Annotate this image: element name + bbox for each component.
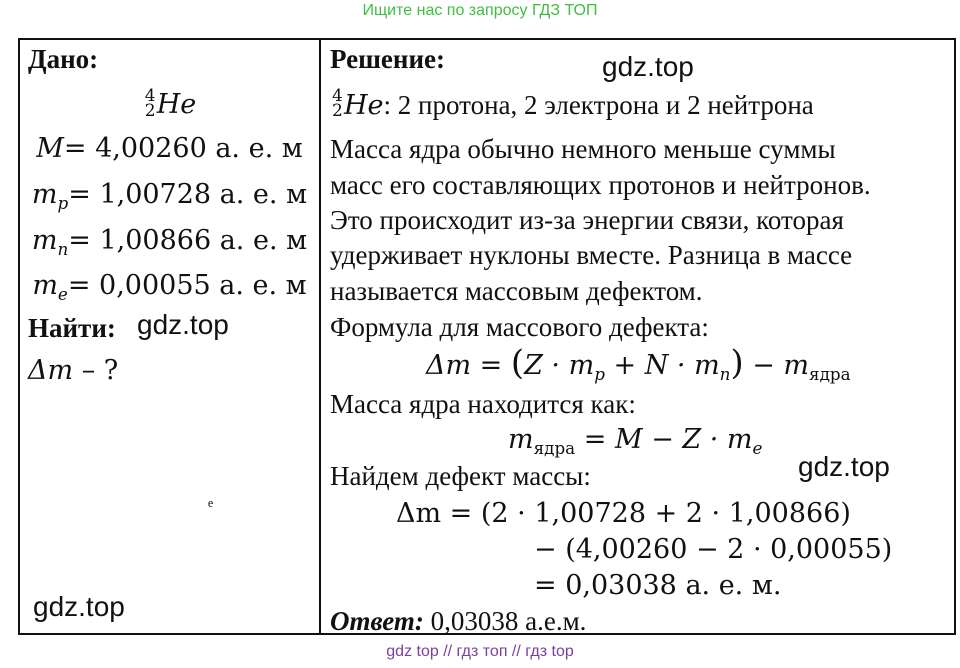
calc-line: Δm = (2 · 1,00728 + 2 · 1,00866) xyxy=(396,498,851,529)
watermark: gdz.top xyxy=(33,591,125,622)
bottom-banner: gdz top // гдз топ // гдз top xyxy=(386,643,574,660)
answer-value: 0,03038 а.е.м. xyxy=(423,606,587,636)
answer-line xyxy=(330,604,586,638)
composition-text: : 2 протона, 2 электрона и 2 нейтрона xyxy=(383,90,814,120)
calc-line: − (4,00260 − 2 · 0,00055) xyxy=(534,534,893,565)
watermark: gdz.top xyxy=(798,451,890,482)
value-symbol: m xyxy=(31,225,58,256)
value-text: = 0,00055 а. е. м xyxy=(67,270,307,301)
value-text: = 1,00728 а. е. м xyxy=(68,179,308,210)
given-value-proton xyxy=(20,178,319,212)
formula-sub-nucleus: ядра xyxy=(809,363,851,384)
value-subscript: p xyxy=(57,192,69,213)
composition-line xyxy=(330,88,814,123)
given-value-neutron xyxy=(20,224,319,258)
nucleus-intro: Масса ядра находится как: xyxy=(330,389,636,419)
top-banner: Ищите нас по запросу ГДЗ ТОП xyxy=(362,2,598,19)
find-heading: Найти: xyxy=(28,313,116,343)
isotope-indices xyxy=(143,88,157,122)
isotope-mass-number: 4 xyxy=(332,86,343,106)
value-text: = 1,00866 а. е. м xyxy=(68,225,308,256)
find-target xyxy=(28,354,118,388)
isotope-indices xyxy=(330,88,344,122)
formula-minus-term: − m xyxy=(743,350,810,381)
given-value-electron xyxy=(20,269,319,303)
watermark: gdz.top xyxy=(137,309,229,340)
formula-n-term: + N · m xyxy=(604,350,720,381)
isotope-mass-number: 4 xyxy=(144,86,156,106)
solution-heading: Решение: xyxy=(330,44,445,74)
value-symbol: M xyxy=(36,133,64,164)
paragraph-line: Масса ядра обычно немного меньше суммы xyxy=(330,134,836,164)
value-symbol: m xyxy=(32,270,58,301)
paragraph-line: называется массовым дефектом. xyxy=(330,276,703,306)
formula-intro: Формула для массового дефекта: xyxy=(330,312,709,342)
isotope-atomic-number: 2 xyxy=(144,101,156,121)
formula-open-paren: ( xyxy=(510,343,525,382)
answer-label: Ответ: xyxy=(330,606,424,636)
nucleus-m: m xyxy=(508,424,534,455)
watermark: gdz.top xyxy=(602,51,694,82)
isotope-symbol: He xyxy=(156,89,197,120)
isotope-atomic-number: 2 xyxy=(332,101,343,121)
calc-intro: Найдем дефект массы: xyxy=(330,461,591,491)
given-heading: Дано: xyxy=(28,44,99,74)
formula-sub-n: n xyxy=(719,363,731,384)
value-subscript: n xyxy=(57,238,69,259)
formula-close-paren: ) xyxy=(730,343,744,382)
value-text: = 4,00260 а. е. м xyxy=(63,133,303,164)
given-value-mass xyxy=(20,132,319,166)
value-symbol: m xyxy=(31,179,58,210)
nucleus-formula xyxy=(508,423,762,457)
paragraph-line: удерживает нуклоны вместе. Разница в массе xyxy=(330,240,853,270)
given-isotope xyxy=(20,88,319,122)
nucleus-sub-e: e xyxy=(752,437,763,458)
value-subscript: e xyxy=(57,283,68,304)
paragraph-line: Это происходит из-за энергии связи, которая xyxy=(330,205,844,235)
stray-mark: ₑ xyxy=(208,488,214,510)
formula-z-term: Z · m xyxy=(524,350,595,381)
paragraph-line: масс его составляющих протонов и нейтронов. xyxy=(330,170,871,200)
nucleus-sub: ядра xyxy=(533,437,576,458)
formula-sub-p: p xyxy=(594,363,605,384)
mass-defect-formula xyxy=(426,343,851,384)
calc-line: = 0,03038 а. е. м. xyxy=(534,570,782,601)
find-suffix: – ? xyxy=(73,355,119,386)
find-symbol: Δm xyxy=(28,355,74,386)
nucleus-rhs: = M − Z · m xyxy=(575,424,753,455)
isotope-symbol: He xyxy=(344,90,384,121)
solution-column xyxy=(321,40,954,636)
formula-lhs: Δm = xyxy=(426,350,511,381)
